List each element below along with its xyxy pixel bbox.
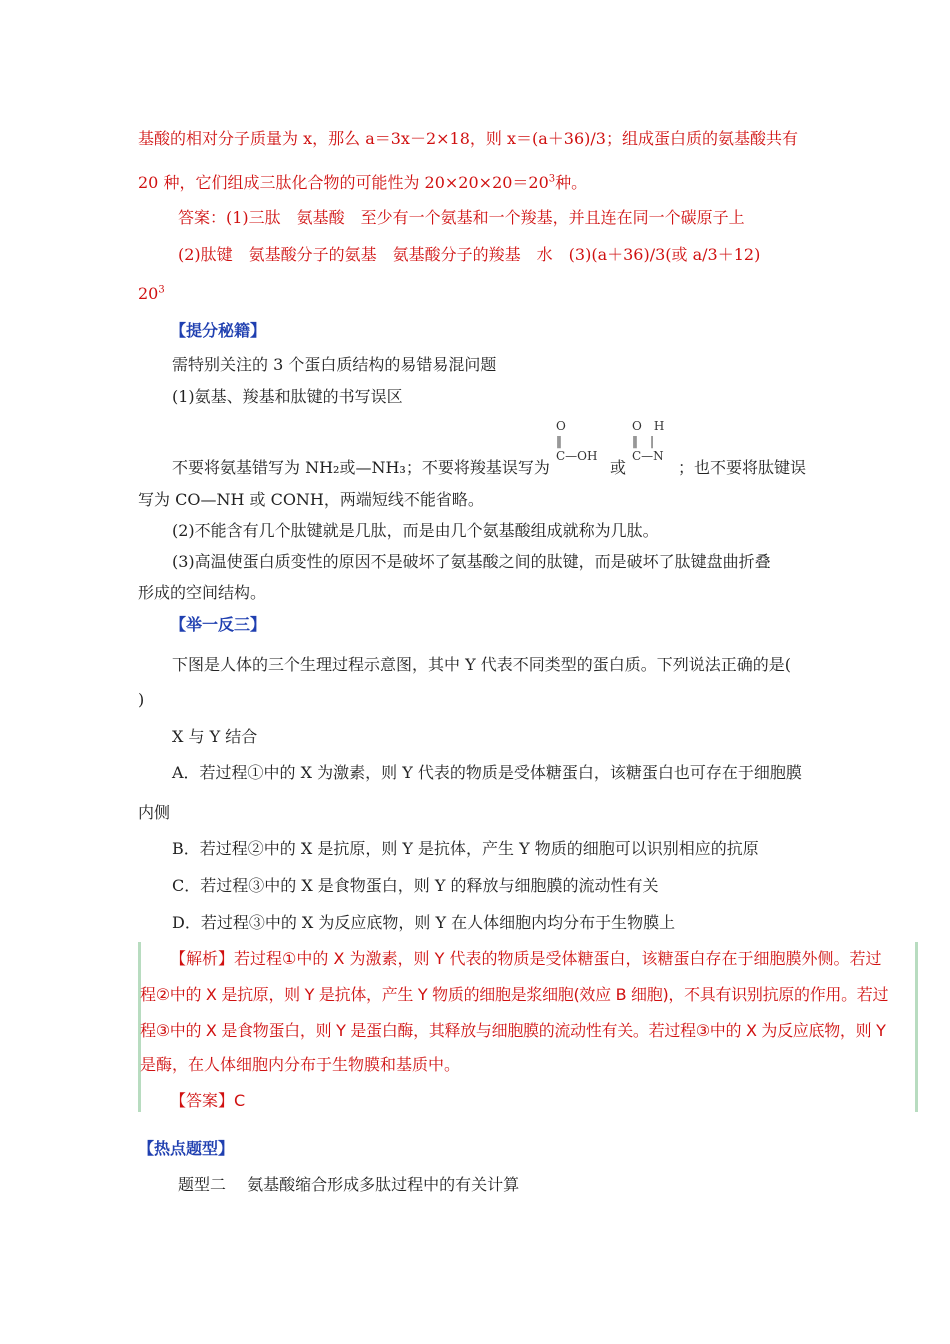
carboxyl-formula: C—OH	[556, 449, 598, 463]
tips-item-1-text-c: 写为 CO—NH 或 CONH，两端短线不能省略。	[138, 490, 484, 509]
option-c: C．若过程③中的 X 是食物蛋白，则 Y 的释放与细胞膜的流动性有关	[172, 876, 659, 895]
analysis-line-2: 程②中的 X 是抗原，则 Y 是抗体，产生 Y 物质的细胞是浆细胞(效应 B 细胞)，不具有识别抗原的作用。若过	[140, 985, 889, 1004]
analysis-line-4: 是酶，在人体细胞内分布于生物膜和基质中。	[140, 1055, 461, 1074]
answer-row	[170, 1088, 245, 1111]
intro-line-2	[138, 170, 587, 193]
answer-line-3	[138, 284, 165, 303]
option-d: D．若过程③中的 X 为反应底物，则 Y 在人体细胞内均分布于生物膜上	[172, 913, 676, 932]
answer-value: C	[234, 1091, 246, 1110]
carboxyl-o: O	[556, 419, 566, 433]
question-line-a: 下图是人体的三个生理过程示意图，其中 Y 代表不同类型的蛋白质。下列说法正确的是(	[172, 655, 791, 674]
practice-header: 【举一反三】	[170, 615, 267, 634]
answer-label: 【答案】	[170, 1091, 235, 1110]
answer-line-1: 答案：(1)三肽 氨基酸 至少有一个氨基和一个羧基，并且连在同一个碳原子上	[178, 208, 745, 227]
intro-line-1: 基酸的相对分子质量为 x，那么 a＝3x－2×18，则 x＝(a＋36)/3；组成蛋白质的氨基酸共有	[138, 129, 798, 148]
tips-item-1-text-a: 不要将氨基错写为 NH₂或—NH₃；不要将羧基误写为	[172, 458, 550, 477]
tips-item-3b: 形成的空间结构。	[138, 583, 267, 602]
answer-line-2: (2)肽键 氨基酸分子的氨基 氨基酸分子的羧基 水 (3)(a＋36)/3(或 a/3＋12)	[178, 245, 761, 264]
hot-header: 【热点题型】	[138, 1139, 235, 1158]
intro-line-2-sup: 3	[548, 173, 556, 185]
tips-item-1: (1)氨基、羧基和肽键的书写误区	[172, 387, 403, 406]
carboxyl-double-bond: ‖	[556, 434, 562, 448]
figure-text: X 与 Y 结合	[172, 727, 258, 746]
peptide-bond-structure	[632, 420, 664, 462]
tips-header: 【提分秘籍】	[170, 321, 267, 340]
analysis-line-1	[170, 946, 881, 969]
option-a-line-1: A．若过程①中的 X 为激素，则 Y 代表的物质是受体糖蛋白，该糖蛋白也可存在于细胞膜	[172, 763, 802, 782]
answer-line-3-text: 20	[138, 284, 159, 303]
analysis-text-1: 若过程①中的 X 为激素，则 Y 代表的物质是受体糖蛋白，该糖蛋白存在于细胞膜外侧。若过	[234, 949, 882, 968]
option-b: B．若过程②中的 X 是抗原，则 Y 是抗体，产生 Y 物质的细胞可以识别相应的抗原	[172, 839, 759, 858]
peptide-bonds: ‖ |	[632, 434, 655, 448]
analysis-label: 【解析】	[170, 949, 235, 968]
hot-topic: 题型二 氨基酸缩合形成多肽过程中的有关计算	[178, 1175, 520, 1194]
tips-intro: 需特别关注的 3 个蛋白质结构的易错易混问题	[172, 355, 497, 374]
tips-item-1-or: 或	[610, 458, 627, 477]
peptide-formula: C—N	[632, 449, 664, 463]
tips-item-1-text-b: ；也不要将肽键误	[678, 458, 807, 477]
question-line-b: )	[138, 690, 145, 709]
tips-item-3a: (3)高温使蛋白质变性的原因不是破坏了氨基酸之间的肽键，而是破坏了肽键盘曲折叠	[172, 552, 771, 571]
peptide-o-h: O H	[632, 419, 665, 433]
intro-line-2-text: 20 种，它们组成三肽化合物的可能性为 20×20×20＝20	[138, 173, 549, 192]
analysis-line-3: 程③中的 X 是食物蛋白，则 Y 是蛋白酶，其释放与细胞膜的流动性有关。若过程③中的 X 为反应底物，则 Y	[140, 1021, 886, 1040]
intro-line-2-tail: 种。	[555, 173, 588, 192]
tips-item-2: (2)不能含有几个肽键就是几肽，而是由几个氨基酸组成就称为几肽。	[172, 521, 659, 540]
answer-line-3-sup: 3	[158, 284, 165, 296]
option-a-line-2: 内侧	[138, 803, 171, 822]
carboxyl-structure	[556, 420, 597, 462]
